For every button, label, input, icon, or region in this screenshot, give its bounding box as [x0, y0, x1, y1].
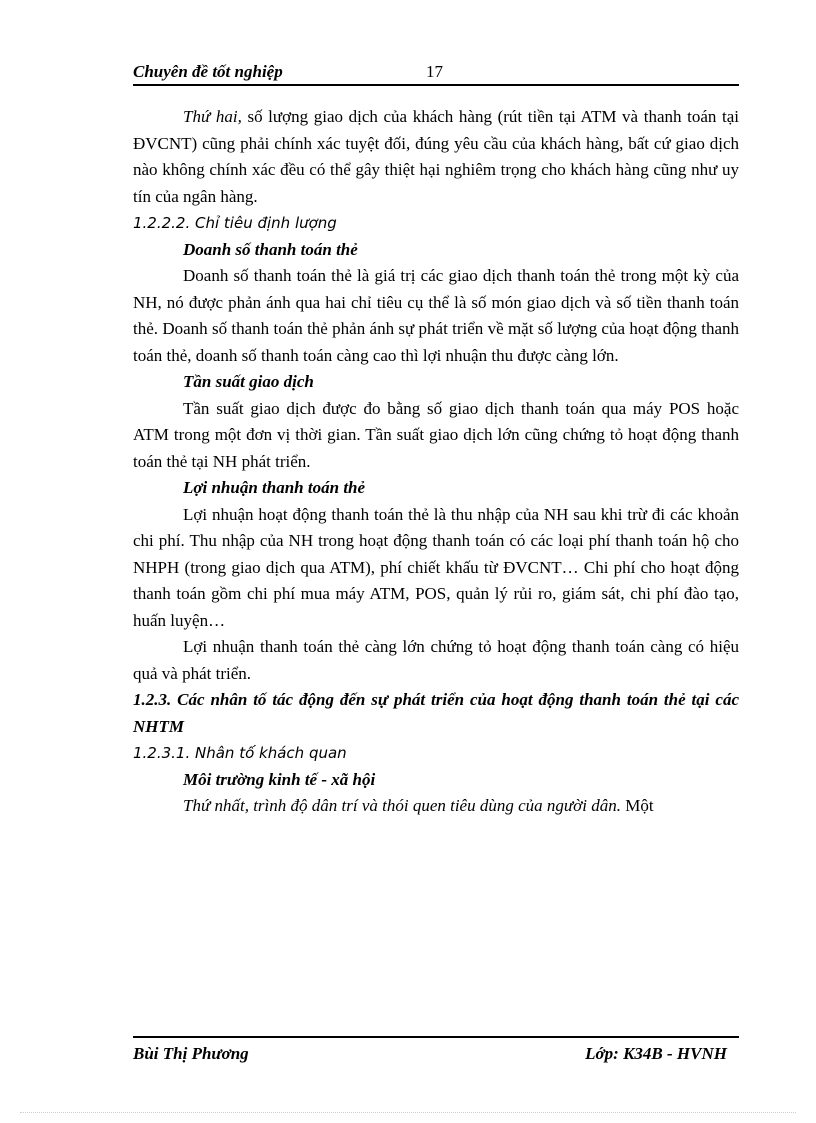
page-footer: [133, 1036, 739, 1068]
page-body: [133, 104, 739, 820]
heading-1-2-2-2: 1.2.2.2. Chỉ tiêu định lượng: [133, 214, 337, 232]
paragraph-loi-nhuan-2: Lợi nhuận thanh toán thẻ càng lớn chứng tỏ hoạt động thanh toán càng có hiệu quả và phát triển.: [133, 637, 739, 683]
paragraph-text: Một: [620, 796, 654, 815]
footer-class: Lớp: K34B - HVNH: [585, 1044, 727, 1063]
paragraph-tan-suat: Tần suất giao dịch được đo bằng số giao dịch thanh toán qua máy POS hoặc ATM trong một đơn vị thời gian. Tần suất giao dịch lớn cũng chứng tỏ hoạt động thanh toán thẻ tại NH phát triển.: [133, 398, 739, 471]
footer-author: Bùi Thị Phương: [133, 1044, 249, 1063]
header-title: Chuyên đề tốt nghiệp: [133, 62, 283, 81]
heading-tan-suat: Tần suất giao dịch: [183, 372, 314, 391]
paragraph-text: số lượng giao dịch của khách hàng (rút tiền tại ATM và thanh toán tại ĐVCNT) cũng phải chính xác tuyệt đối, đúng yêu cầu của khách hàng, bất cứ giao dịch nào không chính xác đều có thể gây thiệt hại nghiêm trọng cho khách hàng cũng như uy tín của ngân hàng.: [133, 107, 739, 206]
paragraph-thu-nhat: [133, 793, 739, 820]
paragraph-lead: Thứ nhất, trình độ dân trí và thói quen tiêu dùng của người dân.: [183, 796, 621, 815]
page-bottom-divider: [20, 1112, 796, 1113]
heading-moi-truong: Môi trường kinh tế - xã hội: [183, 769, 376, 789]
paragraph-loi-nhuan-1: Lợi nhuận hoạt động thanh toán thẻ là thu nhập của NH sau khi trừ đi các khoản chi phí. Thu nhập của NH trong hoạt động thanh toán có các loại phí thanh toán hộ cho NHPH (trong giao dịch qua ATM), phí chiết khấu từ ĐVCNT… Chi phí cho hoạt động thanh toán gồm chi phí mua máy ATM, POS, quản lý rủi ro, giám sát, chi phí đào tạo, huấn luyện…: [133, 504, 739, 630]
page-number: 17: [426, 62, 443, 81]
heading-1-2-3: 1.2.3. Các nhân tố tác động đến sự phát triển của hoạt động thanh toán thẻ tại các NHTM: [133, 690, 739, 736]
paragraph-doanh-so: Doanh số thanh toán thẻ là giá trị các giao dịch thanh toán thẻ trong một kỳ của NH, nó được phản ánh qua hai chỉ tiêu cụ thể là số món giao dịch và số tiền thanh toán thẻ. Doanh số thanh toán thẻ phản ánh sự phát triển về mặt số lượng của hoạt động thanh toán thẻ, doanh số thanh toán càng cao thì lợi nhuận thu được càng lớn.: [133, 266, 739, 365]
paragraph-thu-hai: [133, 104, 739, 210]
heading-loi-nhuan: Lợi nhuận thanh toán thẻ: [183, 478, 366, 497]
heading-doanh-so: Doanh số thanh toán thẻ: [183, 239, 358, 259]
paragraph-lead: Thứ hai,: [183, 107, 242, 126]
heading-1-2-3-1: 1.2.3.1. Nhân tố khách quan: [133, 744, 347, 762]
page-header: [133, 60, 739, 86]
